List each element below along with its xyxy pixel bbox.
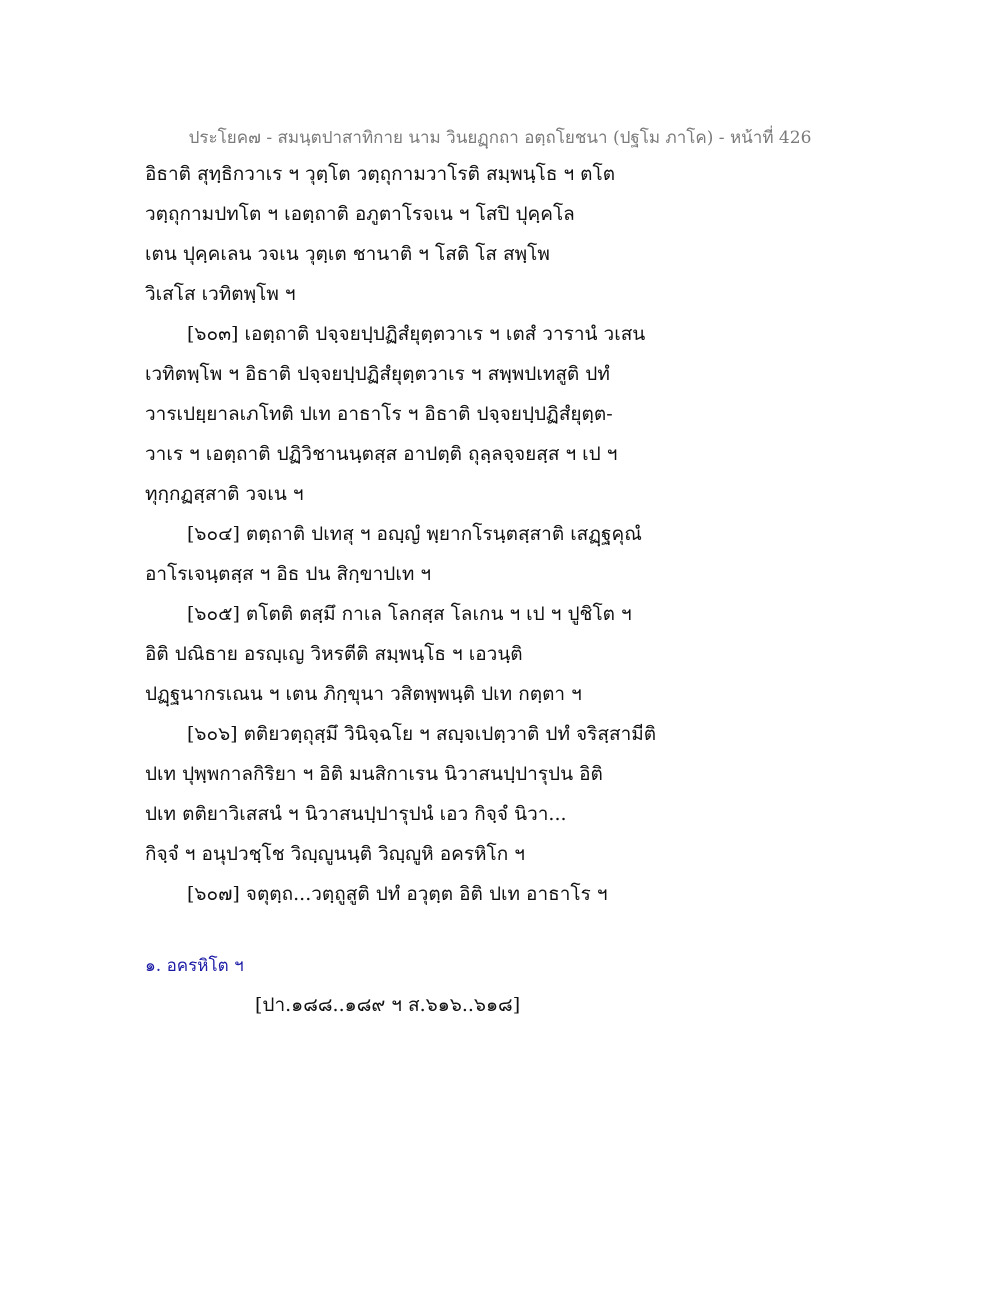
footnote: ๑. อครหิโต ฯ <box>145 956 244 976</box>
text-line: ปเท ตติยาวิเสสนํ ฯ นิวาสนปฺปารุปนํ เอว กิจฺจํ นิวา... <box>145 803 567 825</box>
text-line: วารเปยฺยาลเภโทติ ปเท อาธาโร ฯ อิธาติ ปจฺจยปฺปฏิสํยุตฺต- <box>145 403 613 425</box>
text-line: ทุกฺกฏสฺสาติ วจเน ฯ <box>145 483 304 505</box>
body-text <box>145 158 865 918</box>
paragraph-605-start: [๖๐๕] ตโตติ ตสฺมึ กาเล โลกสฺส โลเกน ฯ เป ฯ ปูชิโต ฯ <box>187 603 632 625</box>
text-line: เวทิตพฺโพ ฯ อิธาติ ปจฺจยปฺปฏิสํยุตฺตวาเร ฯ สพฺพปเทสูติ ปทํ <box>145 363 610 385</box>
text-line: ปฏฺฐนากรเณน ฯ เตน ภิกฺขุนา วสิตพฺพนฺติ ปเท กตฺตา ฯ <box>145 683 582 705</box>
text-line: อิธาติ สุทฺธิกวาเร ฯ วุตฺโต วตฺถุกามวาโรติ สมฺพนฺโธ ฯ ตโต <box>145 163 616 185</box>
text-line: วตฺถุกามปทโต ฯ เอตฺถาติ อภูตาโรจเน ฯ โสปิ ปุคฺคโล <box>145 203 575 225</box>
text-line: เตน ปุคฺคเลน วจเน วุตฺเต ชานาติ ฯ โสติ โส สพฺโพ <box>145 243 550 265</box>
paragraph-603-start: [๖๐๓] เอตฺถาติ ปจฺจยปฺปฏิสํยุตฺตวาเร ฯ เตสํ วารานํ วเสน <box>187 323 646 345</box>
text-line: ปเท ปุพฺพกาลกิริยา ฯ อิติ มนสิกาเรน นิวาสนปฺปารุปน อิติ <box>145 763 603 785</box>
text-line: วาเร ฯ เอตฺถาติ ปฏิวิชานนฺตสฺส อาปตฺติ ถุลฺลจฺจยสฺส ฯ เป ฯ <box>145 443 618 465</box>
text-line: กิจฺจํ ฯ อนุปวชฺโช วิญฺญูนนฺติ วิญฺญูหิ อครหิโก ฯ <box>145 843 525 865</box>
text-line: อิติ ปณิธาย อรญฺเญ วิหรตีติ สมฺพนฺโธ ฯ เอวนฺติ <box>145 643 523 665</box>
page-header: ประโยค๗ - สมนฺตปาสาทิกาย นาม วินยฏฺกถา อตฺถโยชนา (ปฐโม ภาโค) - หน้าที่ 426 <box>188 128 812 148</box>
page-reference: [ปา.๑๘๘..๑๘๙ ฯ ส.๖๑๖..๖๑๘] <box>255 994 521 1016</box>
paragraph-607-start: [๖๐๗] จตุตฺถ...วตฺถูสูติ ปทํ อวุตฺต อิติ ปเท อาธาโร ฯ <box>187 883 608 905</box>
paragraph-606-start: [๖๐๖] ตติยวตฺถุสฺมึ วินิจฺฉโย ฯ สญฺจเปตฺวาติ ปทํ จริสฺสามีติ <box>187 723 657 745</box>
text-line: อาโรเจนฺตสฺส ฯ อิธ ปน สิกฺขาปเท ฯ <box>145 563 432 585</box>
text-line: วิเสโส เวทิตพฺโพ ฯ <box>145 283 296 305</box>
paragraph-604-start: [๖๐๔] ตตฺถาติ ปเทสุ ฯ อญฺญํ พฺยากโรนฺตสฺสาติ เสฏฺฐคุณํ <box>187 523 642 545</box>
